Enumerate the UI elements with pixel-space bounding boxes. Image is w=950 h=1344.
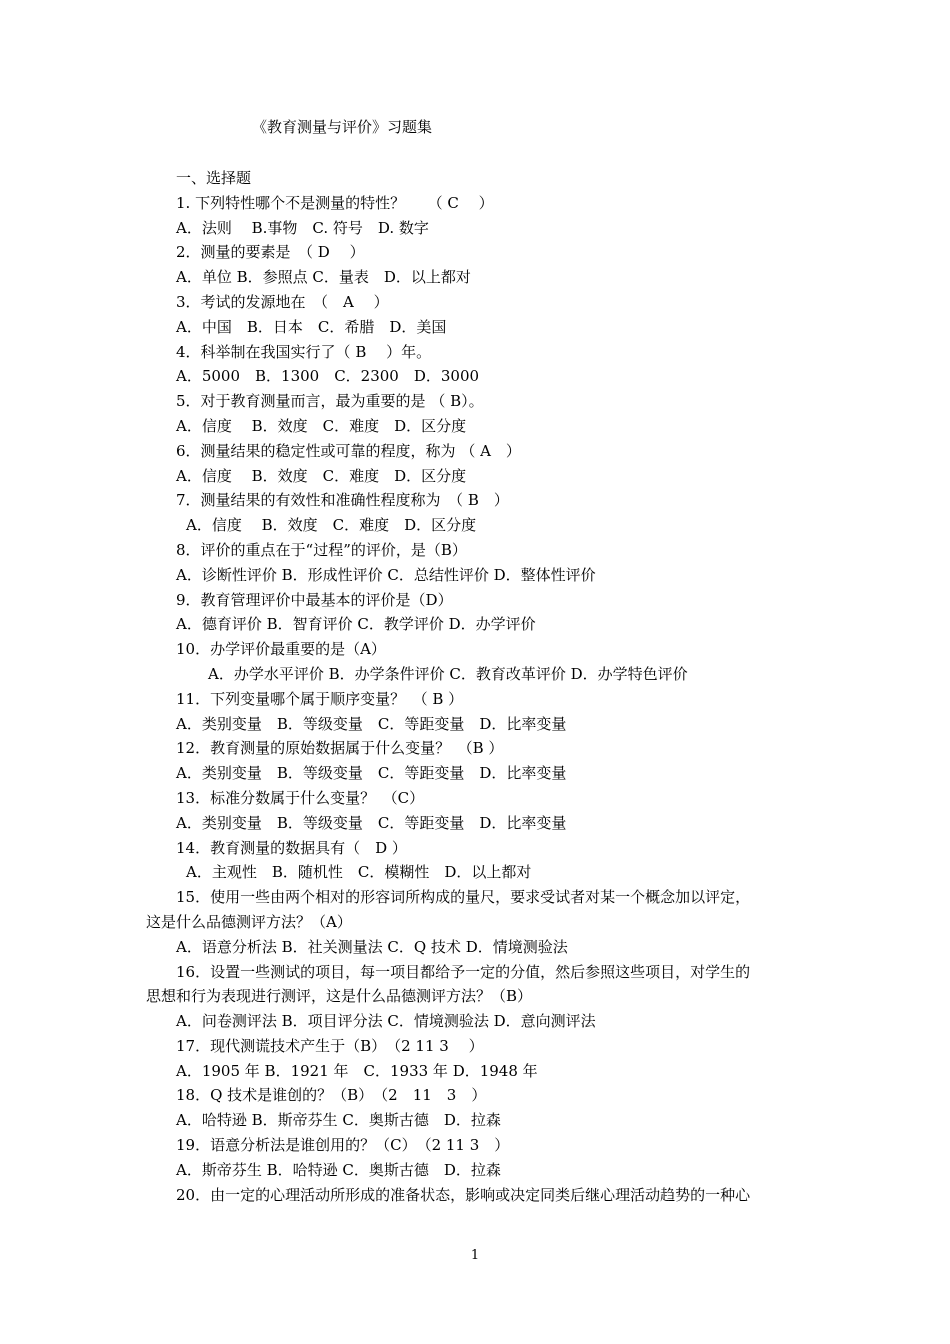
text-line: 20．由一定的心理活动所形成的准备状态，影响或决定同类后继心理活动趋势的一种心: [176, 1185, 751, 1204]
text-line: A．语意分析法 B．社关测量法 C．Q 技术 D．情境测验法: [176, 937, 568, 956]
question-list: [0, 166, 950, 1207]
text-line: A．德育评价 B．智育评价 C．教学评价 D．办学评价: [176, 615, 536, 634]
text-line: A．问卷测评法 B．项目评分法 C．情境测验法 D．意向测评法: [176, 1012, 596, 1031]
text-line: A．单位 B．参照点 C．量表 D．以上都对: [176, 268, 471, 287]
text-line: 16．设置一些测试的项目，每一项目都给予一定的分值，然后参照这些项目，对学生的: [176, 962, 751, 981]
text-line: 1. 下列特性哪个不是测量的特性？ （ C ）: [176, 193, 494, 212]
text-line: A．诊断性评价 B．形成性评价 C．总结性评价 D．整体性评价: [176, 565, 596, 584]
text-line: 10．办学评价最重要的是（A）: [176, 640, 386, 659]
text-line: A．类别变量 B．等级变量 C．等距变量 D．比率变量: [176, 714, 567, 733]
text-line: 一、选择题: [176, 169, 252, 187]
text-line: A．信度 B．效度 C．难度 D．区分度: [176, 416, 467, 435]
text-line: A．信度 B．效度 C．难度 D．区分度: [176, 466, 467, 485]
text-line: A．哈特逊 B．斯帝芬生 C．奥斯古德 D．拉森: [176, 1111, 501, 1130]
document-title: 《教育测量与评价》习题集: [252, 118, 433, 136]
text-line: 18．Q 技术是谁创的？（B） （2 11 3 ）: [176, 1086, 487, 1105]
text-line: 6．测量结果的稳定性或可靠的程度，称为 （ A ）: [176, 441, 521, 460]
text-line: A．法则 B.事物 C. 符号 D. 数字: [176, 218, 429, 237]
text-line: A．信度 B．效度 C．难度 D．区分度: [186, 516, 477, 535]
text-line: A．办学水平评价 B．办学条件评价 C．教育改革评价 D．办学特色评价: [208, 664, 688, 683]
text-line: A．中国 B．日本 C．希腊 D．美国: [176, 317, 447, 336]
page-number: 1: [470, 1248, 480, 1263]
text-line: 14．教育测量的数据具有（ D ）: [176, 838, 407, 857]
text-line: 9．教育管理评价中最基本的评价是（D）: [176, 590, 453, 609]
text-line: 5．对于教育测量而言，最为重要的是 （ B）。: [176, 392, 484, 411]
text-line: 11．下列变量哪个属于顺序变量？ （ B ）: [176, 689, 464, 708]
text-line: A．类别变量 B．等级变量 C．等距变量 D．比率变量: [176, 813, 567, 832]
text-line: 15．使用一些由两个相对的形容词所构成的量尺，要求受试者对某一个概念加以评定，: [176, 888, 751, 907]
text-line: 7．测量结果的有效性和准确性程度称为 （ B ）: [176, 491, 509, 510]
text-line: 3．考试的发源地在 （ A ）: [176, 292, 389, 311]
text-line: A．5000 B．1300 C．2300 D．3000: [176, 367, 480, 386]
text-line: 19．语意分析法是谁创用的？（C） （2 11 3 ）: [176, 1136, 510, 1155]
text-line: 思想和行为表现进行测评，这是什么品德测评方法？（B）: [146, 987, 533, 1006]
text-line: A．主观性 B．随机性 C．模糊性 D．以上都对: [186, 863, 532, 882]
text-line: 这是什么品德测评方法？（A）: [146, 912, 352, 931]
text-line: 17．现代测谎技术产生于（B） （2 11 3 ）: [176, 1036, 484, 1055]
text-line: 2．测量的要素是 （ D ）: [176, 243, 365, 262]
text-line: 13．标准分数属于什么变量？ （C）: [176, 788, 425, 807]
text-line: A．类别变量 B．等级变量 C．等距变量 D．比率变量: [176, 764, 567, 783]
text-line: A．斯帝芬生 B．哈特逊 C．奥斯古德 D．拉森: [176, 1160, 501, 1179]
text-line: 4．科举制在我国实行了（ B ）年。: [176, 342, 432, 361]
text-line: 12．教育测量的原始数据属于什么变量？ （B ）: [176, 739, 504, 758]
text-line: 8．评价的重点在于“过程”的评价，是（B）: [176, 540, 467, 559]
text-line: A．1905 年 B．1921 年 C．1933 年 D．1948 年: [176, 1061, 538, 1080]
